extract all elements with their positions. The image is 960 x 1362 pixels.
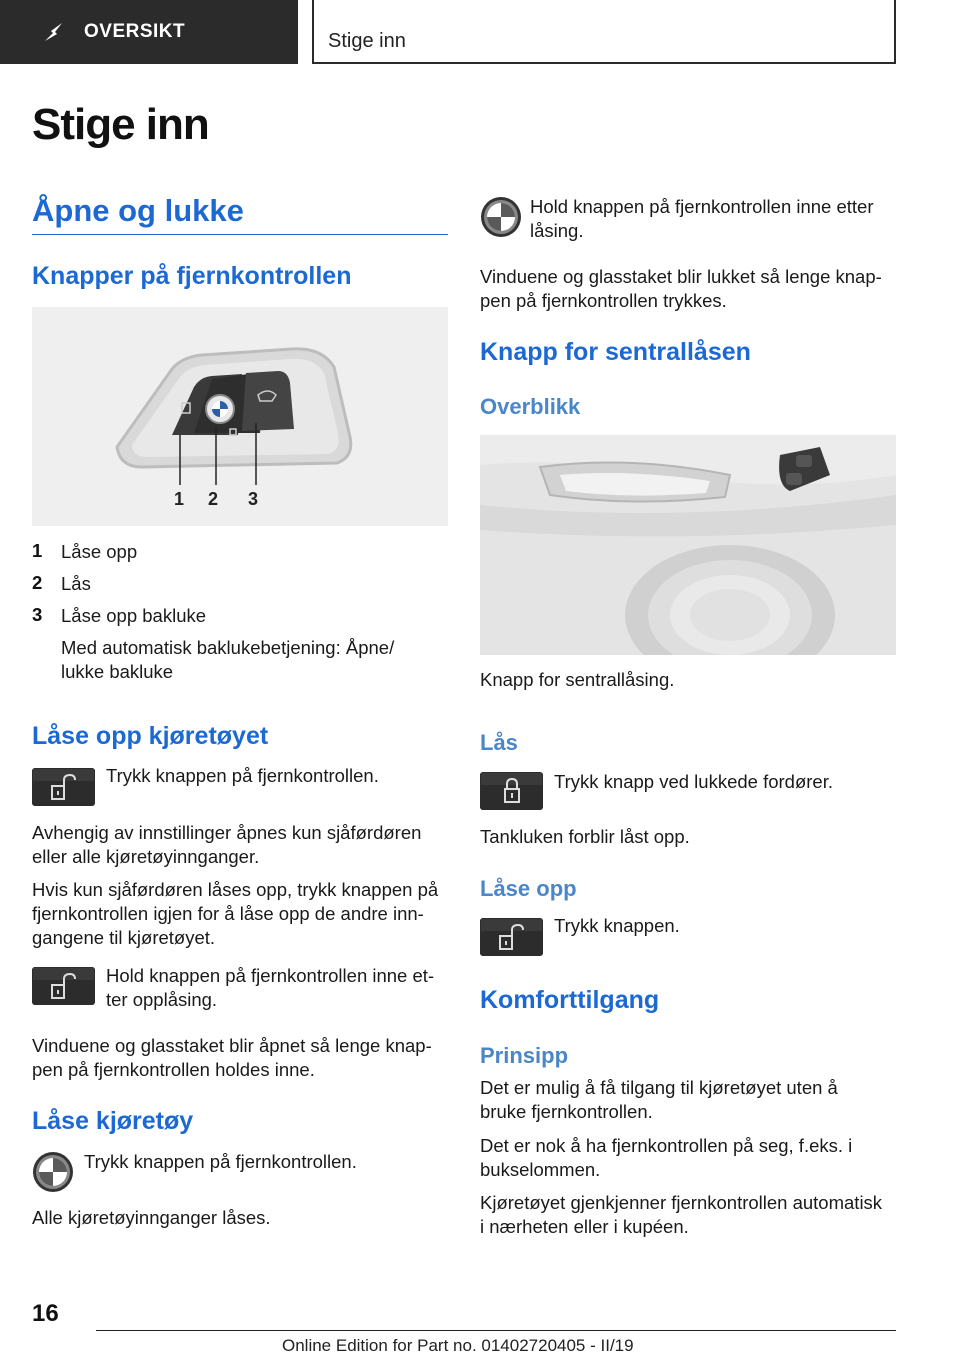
unlock-paragraph-2-line-3: gangene til kjøretøyet. [32,927,216,948]
legend-number-3: 3 [32,604,43,625]
page-title: Stige inn [32,100,209,149]
legend-text-2: Lås [61,573,91,594]
door-caption: Knapp for sentrallåsing. [480,669,675,690]
windows-open-line-1: Vinduene og glasstaket blir åpnet så lenge knap- [32,1035,432,1056]
hold-lock-line-1: Hold knappen på fjernkontrollen inne etter [530,196,874,217]
remote-key-figure [32,307,448,526]
hold-lock-line-2: låsing. [530,220,584,241]
principle-p2-line-2: bukselommen. [480,1159,601,1180]
legend-note-line-2: lukke bakluke [61,661,174,682]
principle-heading: Prinsipp [480,1043,569,1068]
unlock-button-text: Trykk knappen på fjernkontrollen. [106,765,379,786]
windows-close-line-2: pen på fjernkontrollen trykkes. [480,290,727,311]
page-header [0,0,960,66]
central-lock-heading: Knapp for sentrallåsen [480,338,751,366]
legend-text-3: Låse opp bakluke [61,605,207,626]
legend-text-1: Låse opp [61,541,138,562]
comfort-access-heading: Komforttilgang [480,986,660,1014]
unlock-paragraph-2-line-1: Hvis kun sjåførdøren låses opp, trykk knappen på [32,879,439,900]
page-number: 16 [32,1300,59,1327]
section-title: Åpne og lukke [32,193,244,228]
figure-label-2: 2 [208,489,219,509]
windows-close-line-1: Vinduene og glasstaket blir lukket så lenge knap- [480,266,882,287]
padlock-open-icon [32,967,95,1005]
padlock-open-icon [32,768,95,806]
unlock-heading: Låse opp [480,876,577,901]
footer-edition: Online Edition for Part no. 01402720405 - II/19 [282,1336,634,1355]
lock-text: Trykk knapp ved lukkede fordører. [554,771,833,792]
brand-logo-icon [480,196,522,238]
unlock-paragraph-1-line-2: eller alle kjøretøyinnganger. [32,846,260,867]
lock-paragraph: Alle kjøretøyinnganger låses. [32,1207,271,1228]
principle-p1-line-1: Det er mulig å få tilgang til kjøretøyet uten å [480,1077,838,1098]
door-panel-illustration [480,435,896,655]
unlock-text: Trykk knappen. [554,915,680,936]
hold-unlock-line-2: ter opplåsing. [106,989,218,1010]
brand-logo-icon [32,1151,74,1193]
principle-p3-line-2: i nærheten eller i kupéen. [480,1216,689,1237]
principle-p1-line-2: bruke fjernkontrollen. [480,1101,653,1122]
padlock-open-icon [480,918,543,956]
overview-button[interactable] [0,0,298,64]
legend-number-1: 1 [32,540,43,561]
door-panel-figure [480,435,896,655]
figure-label-3: 3 [248,489,259,509]
breadcrumb: Stige inn [312,0,896,64]
lock-vehicle-heading: Låse kjøretøy [32,1107,194,1135]
hold-unlock-line-1: Hold knappen på fjernkontrollen inne et- [106,965,435,986]
legend-number-2: 2 [32,572,43,593]
overview-heading: Overblikk [480,394,581,419]
unlock-paragraph-2-line-2: fjernkontrollen igjen for å låse opp de andre inn- [32,903,424,924]
section-divider [32,234,448,235]
windows-open-line-2: pen på fjernkontrollen holdes inne. [32,1059,315,1080]
padlock-closed-icon [480,772,543,810]
overview-label: OVERSIKT [84,21,186,42]
footer-divider [96,1330,896,1331]
remote-buttons-heading: Knapper på fjernkontrollen [32,262,352,290]
principle-p2-line-1: Det er nok å ha fjernkontrollen på seg, f.eks. i [480,1135,853,1156]
lock-button-text: Trykk knappen på fjernkontrollen. [84,1151,357,1172]
legend-note-line-1: Med automatisk baklukebetjening: Åpne/ [61,637,395,658]
remote-key-illustration [32,307,448,526]
figure-label-1: 1 [174,489,185,509]
fuel-flap-text: Tankluken forblir låst opp. [480,826,690,847]
bolt-icon [42,19,68,45]
lock-heading: Lås [480,730,518,755]
unlock-paragraph-1-line-1: Avhengig av innstillinger åpnes kun sjåførdøren [32,822,422,843]
unlock-vehicle-heading: Låse opp kjøretøyet [32,722,269,750]
principle-p3-line-1: Kjøretøyet gjenkjenner fjernkontrollen automatisk [480,1192,883,1213]
